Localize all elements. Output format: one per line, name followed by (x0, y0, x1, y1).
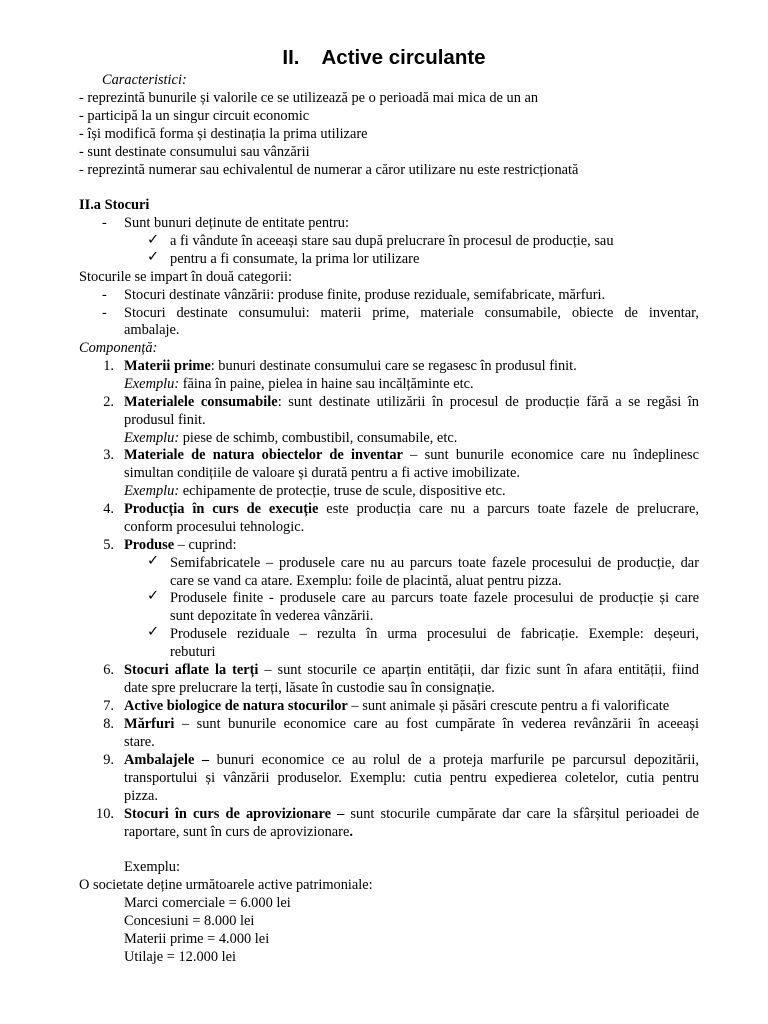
title-text: Active circulante (321, 46, 486, 69)
check-icon: ✓ (147, 553, 160, 569)
dash-bullet-icon: - (102, 305, 107, 321)
check-icon: ✓ (147, 232, 160, 248)
category-sale: Stocuri destinate vânzării: produse finite, produse reziduale, semifabricate, mărfuri. (124, 287, 606, 303)
categories-intro: Stocurile se impart în două categorii: (79, 269, 292, 285)
product-subitem: Semifabricatele – produsele care nu au parcurs toate fazele procesului de producție, dar (170, 555, 699, 571)
title-number: II. (282, 46, 300, 69)
component-example: Exemplu: piese de schimb, combustibil, consumabile, etc. (124, 430, 458, 446)
characteristic-item: - reprezintă numerar sau echivalentul de numerar a căror utilizare nu este restricționată (79, 162, 579, 178)
product-subitem-cont: care se vand ca atare. Exemplu: foile de placintă, aluat pentru pizza. (170, 573, 562, 589)
category-consumption: Stocuri destinate consumului: materii prime, materiale consumabile, obiecte de inventar, (124, 305, 699, 321)
item-number: 8. (103, 716, 114, 732)
item-number: 1. (103, 358, 114, 374)
characteristic-item: - participă la un singur circuit economic (79, 108, 310, 124)
component-item-6-cont: date spre prelucrare la terți, lăsate în custodie sau în consignație. (124, 680, 495, 696)
item-number: 10. (96, 806, 114, 822)
component-item-6: Stocuri aflate la terți – sunt stocurile ce aparțin entității, dar fizic sunt în afara entității, fiind (124, 662, 699, 678)
check-icon: ✓ (147, 249, 160, 265)
component-item-5: Produse – cuprind: (124, 537, 237, 553)
component-item-4-cont: conform procesului tehnologic. (124, 519, 305, 535)
asset-line: Utilaje = 12.000 lei (124, 949, 237, 965)
item-number: 7. (103, 698, 114, 714)
component-item-8-cont: stare. (124, 734, 155, 750)
component-item-10-cont: raportare, sunt în curs de aprovizionare. (124, 824, 353, 840)
item-number: 5. (103, 537, 114, 553)
stocks-heading: II.a Stocuri (79, 197, 150, 213)
component-example: Exemplu: făina în paine, pielea in haine sau incălțăminte etc. (124, 376, 474, 392)
page-title (0, 46, 768, 70)
product-subitem-cont: sunt depozitate în vederea vânzării. (170, 608, 374, 624)
component-item-1: Materii prime: bunuri destinate consumului care se regasesc în produsul finit. (124, 358, 577, 374)
asset-line: Concesiuni = 8.000 lei (124, 913, 255, 929)
characteristics-heading: Caracteristici: (102, 72, 187, 88)
example-intro: O societate deține următoarele active patrimoniale: (79, 877, 373, 893)
component-item-3: Materiale de natura obiectelor de inventar – sunt bunurile economice care nu îndeplinesc (124, 447, 699, 463)
component-item-2-cont: produsul finit. (124, 412, 206, 428)
product-subitem: Produsele reziduale – rezulta în urma procesului de fabricație. Exemple: deșeuri, (170, 626, 699, 642)
characteristic-item: - își modifică forma și destinația la prima utilizare (79, 126, 368, 142)
component-item-9: Ambalajele – bunuri economice ce au rolul de a proteja marfurile pe parcursul depozitării, (124, 752, 699, 768)
stocks-intro: Sunt bunuri deținute de entitate pentru: (124, 215, 350, 231)
component-item-9-cont: pizza. (124, 788, 158, 804)
stocks-purpose: pentru a fi consumate, la prima lor utilizare (170, 251, 420, 267)
item-number: 4. (103, 501, 114, 517)
stocks-purpose: a fi vândute în aceeași stare sau după prelucrare în procesul de producție, sau (170, 233, 614, 249)
check-icon: ✓ (147, 588, 160, 604)
item-number: 2. (103, 394, 114, 410)
item-number: 6. (103, 662, 114, 678)
asset-line: Marci comerciale = 6.000 lei (124, 895, 291, 911)
component-item-3-cont: simultan condițiile de valoare și durată pentru a fi active imobilizate. (124, 465, 521, 481)
dash-bullet-icon: - (102, 215, 107, 231)
check-icon: ✓ (147, 624, 160, 640)
characteristic-item: - sunt destinate consumului sau vânzării (79, 144, 310, 160)
category-consumption-cont: ambalaje. (124, 322, 180, 338)
component-item-4: Producția în curs de execuție este producția care nu a parcurs toate fazele de prelucrare, (124, 501, 699, 517)
components-heading: Componență: (79, 340, 158, 356)
asset-line: Materii prime = 4.000 lei (124, 931, 270, 947)
dash-bullet-icon: - (102, 287, 107, 303)
item-number: 3. (103, 447, 114, 463)
example-label: Exemplu: (124, 859, 180, 875)
component-example: Exemplu: echipamente de protecție, truse de scule, dispositive etc. (124, 483, 506, 499)
component-item-9-cont: transportului și vânzării produselor. Exemplu: cutia pentru expedierea coletelor, cutia pentru (124, 770, 699, 786)
component-item-2: Materialele consumabile: sunt destinate utilizării în procesul de producție fără a se regăsi în (124, 394, 700, 410)
component-item-10: Stocuri în curs de aprovizionare – sunt stocurile cumpărate dar care la sfârșitul perioadei de (124, 806, 699, 822)
product-subitem-cont: rebuturi (170, 644, 216, 660)
characteristic-item: - reprezintă bunurile și valorile ce se utilizează pe o perioadă mai mica de un an (79, 90, 539, 106)
product-subitem: Produsele finite - produsele care au parcurs toate fazele procesului de producție și care (170, 590, 699, 606)
component-item-8: Mărfuri – sunt bunurile economice care au fost cumpărate în vederea revânzării în aceeași (124, 716, 699, 732)
component-item-7: Active biologice de natura stocurilor – sunt animale și păsări crescute pentru a fi valorificate (124, 698, 670, 714)
item-number: 9. (103, 752, 114, 768)
